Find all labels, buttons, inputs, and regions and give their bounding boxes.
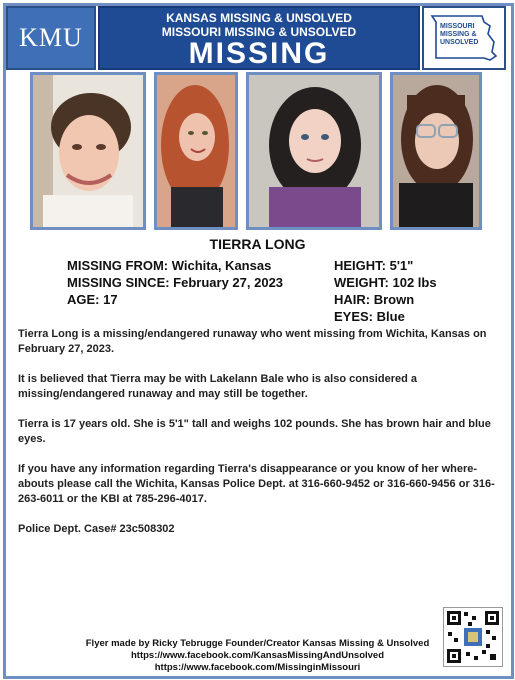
paragraph-companion: It is believed that Tierra may be with Lakelann Bale who is also considered a missing/endangered runaway and may still be together. — [18, 373, 417, 400]
photo-1 — [30, 72, 146, 230]
hair: HAIR: Brown — [334, 292, 415, 307]
title-banner — [98, 6, 420, 70]
qr-code-icon — [444, 608, 502, 666]
kmu-logo-text: KMU — [19, 23, 83, 52]
photo-2 — [154, 72, 238, 230]
height: HEIGHT: 5'1" — [334, 258, 414, 273]
eyes: EYES: Blue — [334, 309, 405, 324]
kmu-logo — [6, 6, 96, 70]
paragraph-description: Tierra is 17 years old. She is 5'1" tall and weighs 102 pounds. She has brown hair and blue eyes. — [18, 418, 491, 445]
photo-strip — [26, 72, 486, 232]
info-column-right — [334, 257, 437, 325]
weight: WEIGHT: 102 lbs — [334, 275, 437, 290]
paragraph-contact: If you have any information regarding Tierra's disappearance or you know of her where-abouts please call the Wichita, Kansas Police Dept. at 316-660-9452 or 316-660-9456 or 316-263-6011 or the KBI at 785-296-4017. — [18, 463, 495, 505]
info-column-left — [67, 257, 283, 308]
description — [18, 327, 498, 552]
missing-since: MISSING SINCE: February 27, 2023 — [67, 275, 284, 290]
photo-4 — [390, 72, 482, 230]
banner-line-kansas: KANSAS MISSING & UNSOLVED — [166, 11, 352, 25]
footer-link-missouri[interactable]: https://www.facebook.com/MissinginMissouri — [154, 662, 361, 673]
flyer-header — [6, 6, 503, 70]
qr-code[interactable] — [443, 607, 503, 667]
missing-from: MISSING FROM: Wichita, Kansas — [67, 258, 272, 273]
missouri-logo-text: MISSOURI MISSING & UNSOLVED — [440, 23, 479, 46]
banner-line-missouri: MISSOURI MISSING & UNSOLVED — [161, 25, 357, 39]
photo-3 — [246, 72, 382, 230]
paragraph-case-number: Police Dept. Case# 23c508302 — [18, 523, 175, 535]
age: AGE: 17 — [67, 292, 118, 307]
footer-link-kansas[interactable]: https://www.facebook.com/KansasMissingAndUnsolved — [130, 650, 385, 661]
missouri-logo — [422, 6, 506, 70]
missing-person-name: TIERRA LONG — [209, 236, 306, 252]
footer-credit: Flyer made by Ricky Tebrugge Founder/Creator Kansas Missing & Unsolved — [85, 638, 430, 649]
flyer-footer — [0, 638, 515, 674]
paragraph-summary: Tierra Long is a missing/endangered runaway who went missing from Wichita, Kansas on February 27, 2023. — [18, 328, 487, 355]
banner-title: MISSING — [188, 37, 330, 70]
